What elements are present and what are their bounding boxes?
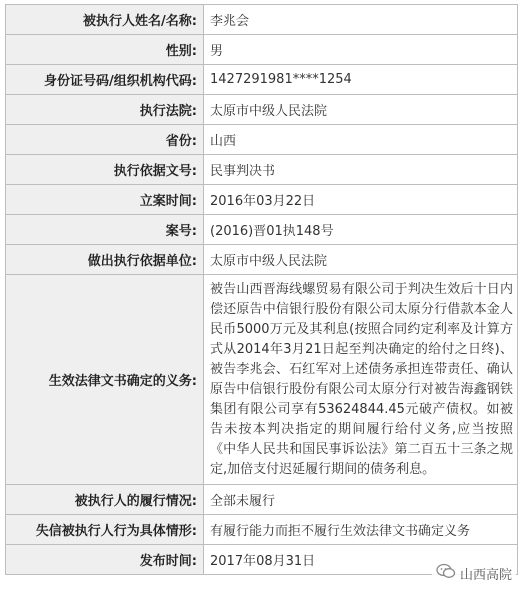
- field-label: 发布时间:: [6, 545, 204, 575]
- table-row: [6, 245, 518, 275]
- table-row: [6, 125, 518, 155]
- table-row: [6, 95, 518, 125]
- field-value: 民事判决书: [204, 155, 518, 185]
- table-row: [6, 35, 518, 65]
- field-value: 太原市中级人民法院: [204, 245, 518, 275]
- table-row: [6, 515, 518, 545]
- watermark: [432, 561, 516, 585]
- field-label: 执行依据文号:: [6, 155, 204, 185]
- field-value: 太原市中级人民法院: [204, 95, 518, 125]
- watermark-text: 山西高院: [459, 567, 512, 583]
- table-row: [6, 275, 518, 485]
- wechat-icon: [436, 563, 456, 583]
- field-label: 被执行人姓名/名称:: [6, 5, 204, 35]
- field-value: 李兆会: [204, 5, 518, 35]
- table-row: [6, 185, 518, 215]
- field-label: 失信被执行人行为具体情形:: [6, 515, 204, 545]
- dishonest-executee-info-table: [5, 4, 518, 575]
- field-value: 男: [204, 35, 518, 65]
- field-label: 做出执行依据单位:: [6, 245, 204, 275]
- field-label: 执行法院:: [6, 95, 204, 125]
- field-value: 2016年03月22日: [204, 185, 518, 215]
- obligation-text: 被告山西晋海线螺贸易有限公司于判决生效后十日内偿还原告中信银行股份有限公司太原分行借款本金人民币5000万元及其利息(按照合同约定利率及计算方式从2014年3月21日起至判决确定的给付之日终)、被告李兆会、石红军对上述债务承担连带责任、确认原告中信银行股份有限公司太原分行对被告海鑫钢铁集团有限公司享有53624844.45元破产债权。如被告未按本判决指定的期间履行给付义务,应当按照《中华人民共和国民事诉讼法》第二百五十三条之规定,加倍支付迟延履行期间的债务利息。: [204, 275, 518, 485]
- field-value: 1427291981****1254: [204, 65, 518, 95]
- table-row: [6, 155, 518, 185]
- field-value: (2016)晋01执148号: [204, 215, 518, 245]
- field-value: 山西: [204, 125, 518, 155]
- field-label: 立案时间:: [6, 185, 204, 215]
- table-row: [6, 5, 518, 35]
- field-label: 被执行人的履行情况:: [6, 485, 204, 515]
- field-value: 有履行能力而拒不履行生效法律文书确定义务: [204, 515, 518, 545]
- field-value: 全部未履行: [204, 485, 518, 515]
- field-label: 案号:: [6, 215, 204, 245]
- field-label: 性别:: [6, 35, 204, 65]
- field-value: 2017年08月31日: [204, 545, 518, 575]
- field-label: 生效法律文书确定的义务:: [6, 275, 204, 485]
- table-row: [6, 65, 518, 95]
- table-row: [6, 215, 518, 245]
- field-label: 省份:: [6, 125, 204, 155]
- field-label: 身份证号码/组织机构代码:: [6, 65, 204, 95]
- table-row: [6, 485, 518, 515]
